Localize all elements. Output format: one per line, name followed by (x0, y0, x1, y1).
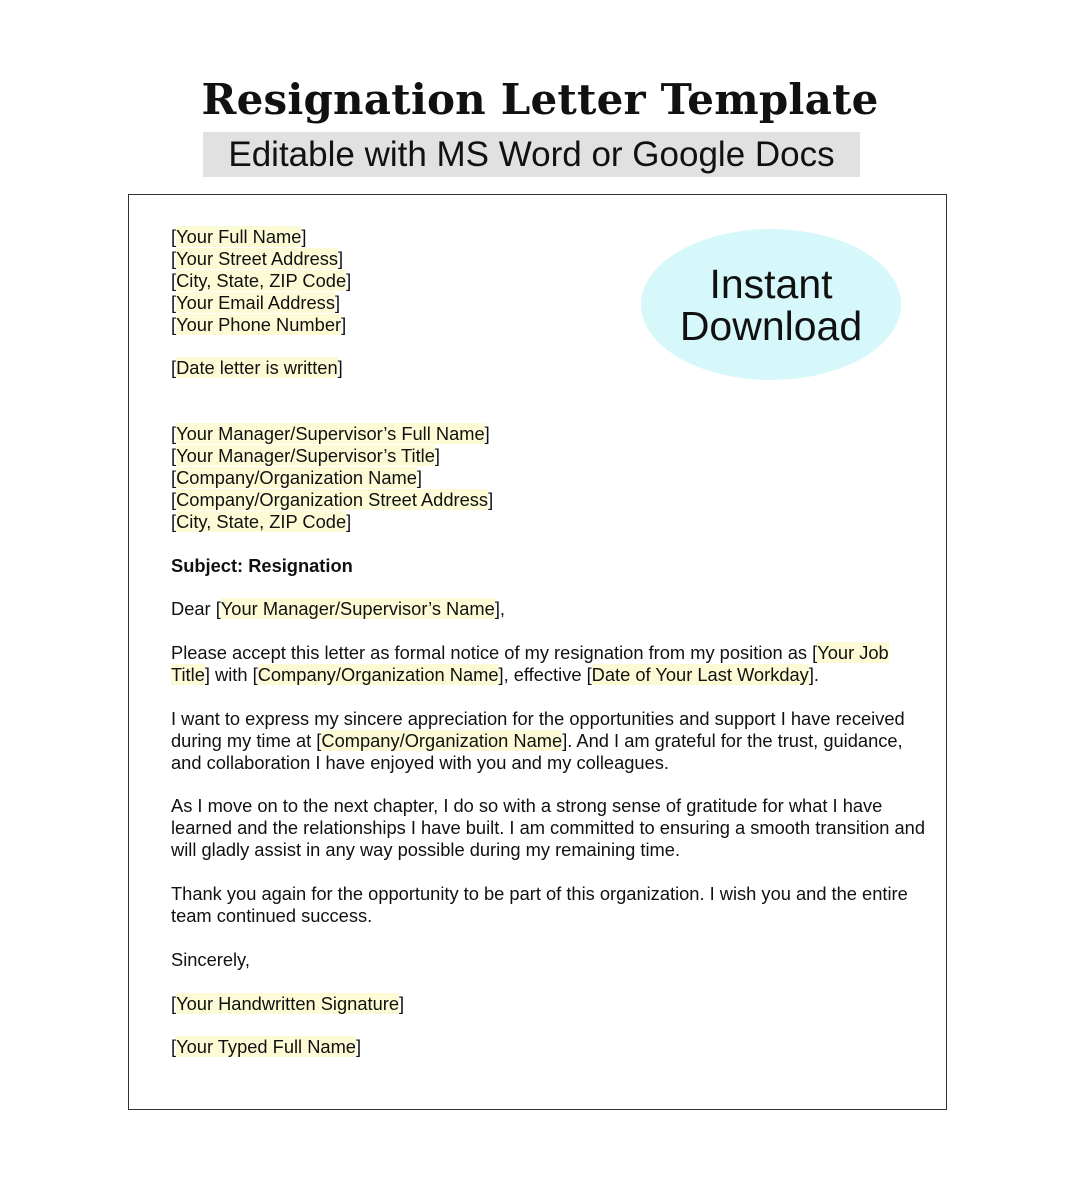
paragraph-transition: As I move on to the next chapter, I do so with a strong sense of gratitude for what I have learned and the relationships I have built. I am committed to ensuring a smooth transition and will gladly assist in any way possible during my remaining time. (171, 795, 926, 861)
para2-text-1: I want to express my sincere appreciation for the opportunities and support I have received during my time at [ (171, 707, 905, 751)
para1-text-2: ] with [ (204, 664, 258, 686)
date-placeholder: Date letter is written (176, 357, 338, 379)
document-title: Resignation Letter Template (201, 75, 879, 124)
paragraph-thanks: Thank you again for the opportunity to be part of this organization. I wish you and the entire team continued success. (171, 883, 908, 926)
closing: Sincerely, (171, 948, 250, 970)
salutation (171, 598, 931, 620)
sender-street: Your Street Address (176, 247, 339, 269)
recipient-manager-name: Your Manager/Supervisor’s Full Name (176, 423, 485, 445)
badge-line-2: Download (679, 302, 863, 349)
recipient-company-street: Company/Organization Street Address (176, 488, 489, 510)
sender-full-name: Your Full Name (176, 226, 302, 247)
sender-city-state-zip: City, State, ZIP Code (176, 269, 347, 291)
sender-block: [Your Full Name] [Your Street Address] [City, State, ZIP Code] [Your Email Address] [Your Phone Number] (171, 226, 352, 335)
sender-phone: Your Phone Number (176, 313, 342, 335)
recipient-city-state-zip: City, State, ZIP Code (176, 510, 347, 532)
salutation-name: Your Manager/Supervisor’s Name (220, 598, 495, 620)
para1-text-3: ], effective [ (498, 664, 592, 686)
salutation-suffix: ], (494, 598, 505, 620)
letter-date: [Date letter is written] (171, 357, 343, 379)
subject-line: Subject: Resignation (171, 554, 353, 576)
typed-name-line: [Your Typed Full Name] (171, 1036, 362, 1058)
paragraph-notice (171, 642, 931, 686)
para2-company: Company/Organization Name (321, 729, 563, 751)
recipient-block: [Your Manager/Supervisor’s Full Name] [Your Manager/Supervisor’s Title] [Company/Organization Name] [Company/Organization Street Address] [City, State, ZIP Code] (171, 423, 494, 532)
badge-line-1: Instant (709, 260, 833, 307)
signature-line: [Your Handwritten Signature] (171, 992, 405, 1014)
para1-company: Company/Organization Name (257, 664, 499, 686)
document-subtitle: Editable with MS Word or Google Docs (203, 132, 860, 177)
typed-name-placeholder: Your Typed Full Name (176, 1036, 356, 1058)
paragraph-appreciation (171, 708, 931, 774)
para1-text-1: Please accept this letter as formal notice of my resignation from my position as [ (171, 642, 818, 664)
recipient-manager-title: Your Manager/Supervisor’s Title (176, 445, 435, 467)
recipient-company: Company/Organization Name (176, 466, 417, 488)
para1-last-day: Date of Your Last Workday (591, 664, 809, 686)
para2-text-2: ]. And I am grateful for the trust, guidance, and collaboration I have enjoyed with you and my colleagues. (171, 729, 903, 773)
para1-job-title: Your Job Title (171, 642, 889, 686)
para1-text-4: ]. (808, 664, 819, 686)
salutation-prefix: Dear [ (171, 598, 221, 620)
letter-body (171, 226, 931, 1080)
sender-email: Your Email Address (176, 291, 335, 313)
signature-placeholder: Your Handwritten Signature (176, 992, 399, 1014)
